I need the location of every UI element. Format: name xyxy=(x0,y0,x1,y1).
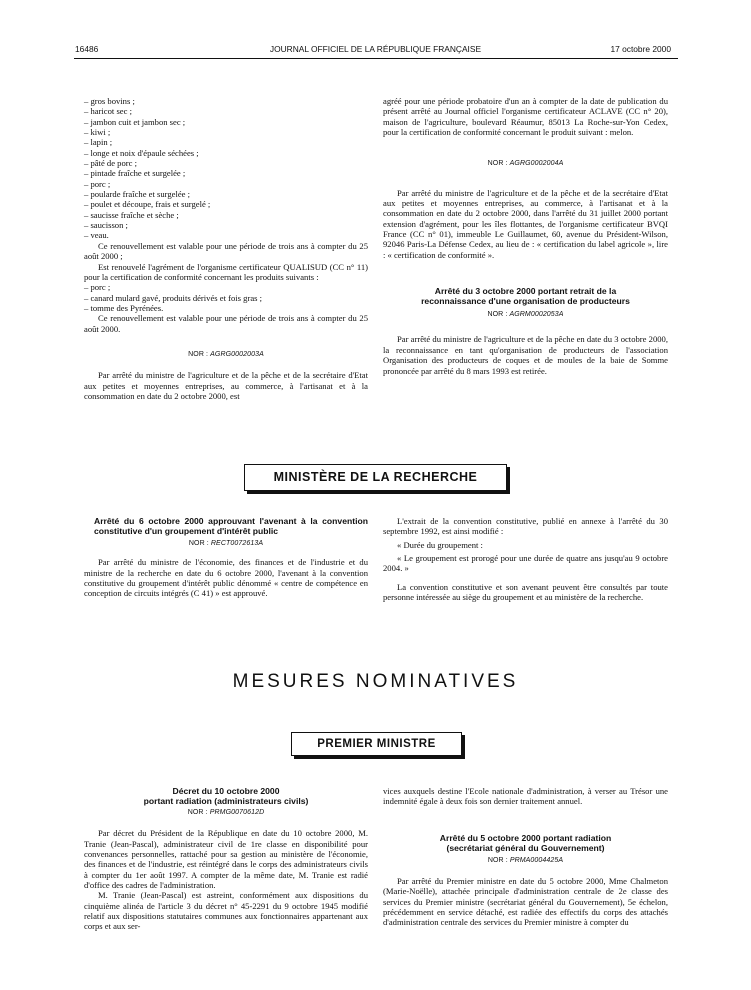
paragraph: Ce renouvellement est valable pour une période de trois ans à compter du 25 août 2000. xyxy=(84,313,368,334)
paragraph: « Durée du groupement : xyxy=(397,539,483,550)
product-list-2 xyxy=(84,282,368,313)
list-item: – longe et noix d'épaule séchées ; xyxy=(84,147,199,158)
header-rule xyxy=(74,58,678,59)
issue-date: 17 octobre 2000 xyxy=(610,44,671,54)
section-title: MESURES NOMINATIVES xyxy=(232,671,519,692)
decree-title: Arrêté du 6 octobre 2000 approuvant l'avenant à la convention constitutive d'un groupement d'intérêt public xyxy=(94,516,368,536)
paragraph: vices auxquels destine l'Ecole nationale d'administration, à verser au Trésor une indemnité égale à deux fois son dernier traitement annuel. xyxy=(383,786,668,807)
list-item: – jambon cuit et jambon sec ; xyxy=(84,116,186,127)
paragraph: Par arrêté du ministre de l'agriculture et de la pêche en date du 3 octobre 2000, la reconnaissance en tant qu'organisation de producteurs de l'association Organisation des producteurs de coques et de moules de la baie de Somme prononcée par arrêté du 8 mars 1993 est retirée. xyxy=(383,334,668,376)
list-item: – lapin ; xyxy=(84,137,113,148)
paragraph: Par arrêté du ministre de l'agriculture et de la pêche et de la secrétaire d'Etat aux petites et moyennes entreprises, au commerce, à l'artisanat et à la consommation en date du 2 octobre 2000, est xyxy=(84,370,368,401)
ministry-heading-box xyxy=(244,464,507,491)
top-left-column xyxy=(84,96,368,401)
list-item: – kiwi ; xyxy=(84,127,111,138)
decree-subtitle: portant radiation (administrateurs civils) xyxy=(143,796,309,806)
paragraph: Par arrêté du Premier ministre en date du 5 octobre 2000, Mme Chalmeton (Marie-Noëlle), attachée principale d'administration centrale de 2e classe des services du Premier ministre (secrétariat général du Gouvernement), 5e échelon, précédemment en service détaché, est radiée des effectifs du corps des attachés d'administration centrale des services du Premier ministre à compter du xyxy=(383,876,668,928)
decree-title: Décret du 10 octobre 2000 xyxy=(172,786,280,796)
nor-reference: NOR : PRMA0004425A xyxy=(487,856,564,864)
list-item: – porc ; xyxy=(84,282,111,293)
paragraph: Est renouvelé l'agrément de l'organisme certificateur QUALISUD (CC n° 11) pour la certification de conformité concernant les produits suivants : xyxy=(84,261,368,282)
nor-code: PRMG0070612D xyxy=(209,809,265,816)
paragraph: L'extrait de la convention constitutive, publié en annexe à l'arrêté du 30 septembre 1992, est ainsi modifié : xyxy=(383,516,668,537)
bottom-left-column xyxy=(84,786,368,932)
journal-title: JOURNAL OFFICIEL DE LA RÉPUBLIQUE FRANÇAISE xyxy=(269,44,482,54)
top-right-column xyxy=(383,96,668,376)
recherche-right-column xyxy=(383,516,668,602)
list-item: – saucisse fraîche et sèche ; xyxy=(84,209,179,220)
ministry-heading: MINISTÈRE DE LA RECHERCHE xyxy=(273,470,478,484)
decree-subtitle: (secrétariat général du Gouvernement) xyxy=(446,842,605,853)
decree-title: Arrêté du 3 octobre 2000 portant retrait de la reconnaissance d'une organisation de producteurs xyxy=(421,286,630,307)
list-item: – gros bovins ; xyxy=(84,96,135,106)
nor-code: AGRG0002003A xyxy=(210,350,264,358)
list-item: – haricot sec ; xyxy=(84,106,132,117)
paragraph: Ce renouvellement est valable pour une période de trois ans à compter du 25 août 2000 ; xyxy=(84,240,368,262)
page-header xyxy=(0,44,751,58)
nor-code: RECT0072613A xyxy=(210,540,264,547)
list-item: – veau. xyxy=(84,230,109,241)
nor-reference: NOR : AGRG0002003A xyxy=(188,350,264,358)
page-number: 16486 xyxy=(75,44,99,54)
nor-reference: NOR : RECT0072613A xyxy=(188,540,264,547)
ministry-heading: PREMIER MINISTRE xyxy=(317,738,436,750)
list-item: – pâté de porc ; xyxy=(84,158,137,169)
list-item: – tomme des Pyrénées. xyxy=(84,302,164,313)
list-item: – saucisson ; xyxy=(84,220,128,231)
nor-reference: NOR : AGRM0002053A xyxy=(487,311,564,319)
nor-code: AGRG0002004A xyxy=(509,160,564,168)
bottom-right-column xyxy=(383,786,668,928)
paragraph: « Le groupement est prorogé pour une durée de quatre ans jusqu'au 9 octobre 2004. » xyxy=(383,553,668,574)
nor-code: AGRM0002053A xyxy=(509,311,564,319)
paragraph: agréé pour une période probatoire d'un an à compter de la date de publication du présent arrêté au Journal officiel l'organisme certificateur ACLAVE (CC n° 20), maison de l'agriculture, boulevard Réaumur, 85013 La Roche-sur-Yon Cedex, pour la certification de conformité concernant le produit suivant : melon. xyxy=(383,96,668,138)
decree-title: Arrêté du 5 octobre 2000 portant radiation xyxy=(439,832,612,843)
list-item: – pintade fraîche et surgelée ; xyxy=(84,168,186,179)
nor-reference: NOR : AGRG0002004A xyxy=(487,160,564,168)
paragraph: Par arrêté du ministre de l'économie, des finances et de l'industrie et du ministre de la recherche en date du 6 octobre 2000, l'avenant à la convention constitutive du groupement d'intérêt public dénommé « centre de compétence en conception de circuits intégrés (C 41) » est approuvé. xyxy=(84,557,368,599)
ministry-heading-box xyxy=(291,732,462,756)
list-item: – porc ; xyxy=(84,178,111,189)
paragraph: Par décret du Président de la République en date du 10 octobre 2000, M. Tranie (Jean-Pascal), administrateur civil de 1re classe en disponibilité pour convenances personnelles, rattaché pour sa gestion au ministère de l'économie, des finances et de l'industrie, est réintégré dans le corps des administrateurs civils à compter du 1er août 1997. A compter de la même date, M. Tranie est radié d'office des cadres de l'administration. xyxy=(84,828,368,891)
paragraph: La convention constitutive et son avenant peuvent être consultés par toute personne intéressée au siège du groupement et au ministère de la recherche. xyxy=(383,581,668,603)
nor-reference: NOR : PRMG0070612D xyxy=(187,809,265,816)
list-item: – poularde fraîche et surgelée ; xyxy=(84,189,191,200)
list-item: – poulet et découpe, frais et surgelé ; xyxy=(84,199,211,210)
list-item: – canard mulard gavé, produits dérivés et fois gras ; xyxy=(84,292,263,303)
paragraph: M. Tranie (Jean-Pascal) est astreint, conformément aux dispositions du cinquième alinéa de l'article 3 du décret n° 45-2291 du 9 octobre 1945 modifié relatif aux dispositions statutaires communes aux fonctionnaires appartenant aux corps et aux ser- xyxy=(84,890,368,932)
nor-code: PRMA0004425A xyxy=(509,856,564,864)
product-list-1 xyxy=(84,96,368,241)
recherche-left-column xyxy=(84,516,368,599)
paragraph: Par arrêté du ministre de l'agriculture et de la pêche et de la secrétaire d'Etat aux petites et moyennes entreprises, au commerce, à l'artisanat et à la consommation en date du 2 octobre 2000, dans l'arrêté du 31 juillet 2000 portant extension d'agrément, pour les îles flottantes, de l'organisme certificateur BVQI France (CC n° 01), immeuble Le Guillaumet, 60, avenue du Président-Wilson, 92046 Paris-La Défense Cedex, au lieu de : « certification du label agricole », lire : « certification de conformité ». xyxy=(383,187,668,260)
